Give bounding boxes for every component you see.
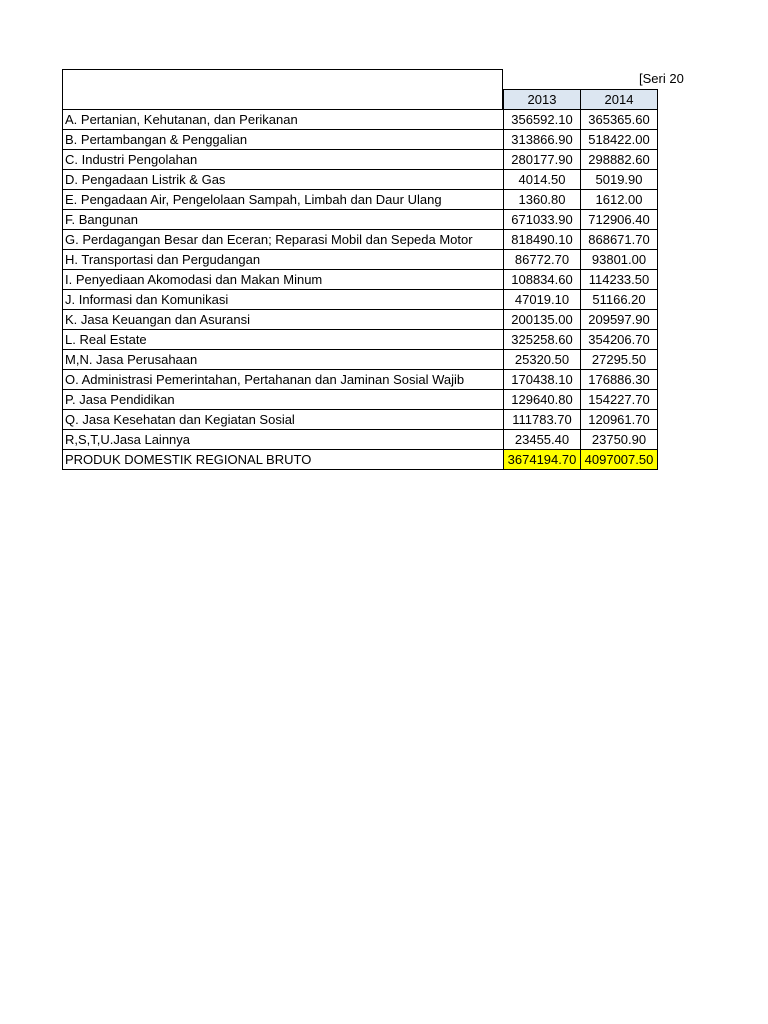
sector-label-cell[interactable]: H. Transportasi dan Pergudangan <box>63 250 504 270</box>
sector-label-cell[interactable]: M,N. Jasa Perusahaan <box>63 350 504 370</box>
table-row <box>63 410 658 430</box>
value-2014-cell[interactable]: 354206.70 <box>581 330 658 350</box>
value-2013-cell[interactable]: 129640.80 <box>504 390 581 410</box>
sector-label-cell[interactable]: A. Pertanian, Kehutanan, dan Perikanan <box>63 110 504 130</box>
sector-label-cell[interactable]: P. Jasa Pendidikan <box>63 390 504 410</box>
blank-header-cell <box>63 90 504 110</box>
sector-label-cell[interactable]: D. Pengadaan Listrik & Gas <box>63 170 504 190</box>
sector-label-cell[interactable]: C. Industri Pengolahan <box>63 150 504 170</box>
sector-label-cell[interactable]: R,S,T,U.Jasa Lainnya <box>63 430 504 450</box>
total-row <box>63 450 658 470</box>
value-2013-cell[interactable]: 356592.10 <box>504 110 581 130</box>
table-row <box>63 370 658 390</box>
year-header-2013[interactable]: 2013 <box>504 90 581 110</box>
value-2014-cell[interactable]: 51166.20 <box>581 290 658 310</box>
sector-label-cell[interactable]: J. Informasi dan Komunikasi <box>63 290 504 310</box>
value-2014-cell[interactable]: 120961.70 <box>581 410 658 430</box>
sector-label-cell[interactable]: G. Perdagangan Besar dan Eceran; Reparasi Mobil dan Sepeda Motor <box>63 230 504 250</box>
value-2014-cell[interactable]: 712906.40 <box>581 210 658 230</box>
value-2013-cell[interactable]: 200135.00 <box>504 310 581 330</box>
value-2014-cell[interactable]: 365365.60 <box>581 110 658 130</box>
pdrb-table <box>62 89 658 470</box>
value-2014-cell[interactable]: 298882.60 <box>581 150 658 170</box>
value-2013-cell[interactable]: 280177.90 <box>504 150 581 170</box>
total-2014-cell[interactable]: 4097007.50 <box>581 450 658 470</box>
total-label-cell[interactable]: PRODUK DOMESTIK REGIONAL BRUTO <box>63 450 504 470</box>
table-row <box>63 130 658 150</box>
table-row <box>63 110 658 130</box>
value-2014-cell[interactable]: 1612.00 <box>581 190 658 210</box>
table-row <box>63 210 658 230</box>
sector-label-cell[interactable]: E. Pengadaan Air, Pengelolaan Sampah, Limbah dan Daur Ulang <box>63 190 504 210</box>
value-2014-cell[interactable]: 209597.90 <box>581 310 658 330</box>
sector-label-cell[interactable]: B. Pertambangan & Penggalian <box>63 130 504 150</box>
sector-label-cell[interactable]: O. Administrasi Pemerintahan, Pertahanan dan Jaminan Sosial Wajib <box>63 370 504 390</box>
value-2013-cell[interactable]: 1360.80 <box>504 190 581 210</box>
value-2014-cell[interactable]: 23750.90 <box>581 430 658 450</box>
sector-label-cell[interactable]: K. Jasa Keuangan dan Asuransi <box>63 310 504 330</box>
value-2014-cell[interactable]: 27295.50 <box>581 350 658 370</box>
value-2013-cell[interactable]: 4014.50 <box>504 170 581 190</box>
table-row <box>63 230 658 250</box>
year-header-row <box>63 90 658 110</box>
year-header-2014[interactable]: 2014 <box>581 90 658 110</box>
value-2014-cell[interactable]: 518422.00 <box>581 130 658 150</box>
sector-label-cell[interactable]: I. Penyediaan Akomodasi dan Makan Minum <box>63 270 504 290</box>
value-2013-cell[interactable]: 23455.40 <box>504 430 581 450</box>
seri-header: [Seri 20 <box>639 71 684 86</box>
value-2013-cell[interactable]: 671033.90 <box>504 210 581 230</box>
value-2013-cell[interactable]: 325258.60 <box>504 330 581 350</box>
table-row <box>63 310 658 330</box>
table-row <box>63 290 658 310</box>
value-2013-cell[interactable]: 47019.10 <box>504 290 581 310</box>
spreadsheet <box>62 69 768 471</box>
sector-label-cell[interactable]: Q. Jasa Kesehatan dan Kegiatan Sosial <box>63 410 504 430</box>
table-row <box>63 430 658 450</box>
table-row <box>63 330 658 350</box>
value-2013-cell[interactable]: 313866.90 <box>504 130 581 150</box>
table-row <box>63 350 658 370</box>
sector-label-cell[interactable]: F. Bangunan <box>63 210 504 230</box>
value-2014-cell[interactable]: 154227.70 <box>581 390 658 410</box>
value-2013-cell[interactable]: 111783.70 <box>504 410 581 430</box>
value-2013-cell[interactable]: 108834.60 <box>504 270 581 290</box>
total-2013-cell[interactable]: 3674194.70 <box>504 450 581 470</box>
table-row <box>63 150 658 170</box>
value-2013-cell[interactable]: 170438.10 <box>504 370 581 390</box>
table-row <box>63 250 658 270</box>
value-2014-cell[interactable]: 93801.00 <box>581 250 658 270</box>
value-2013-cell[interactable]: 818490.10 <box>504 230 581 250</box>
table-row <box>63 270 658 290</box>
value-2014-cell[interactable]: 176886.30 <box>581 370 658 390</box>
sector-label-cell[interactable]: L. Real Estate <box>63 330 504 350</box>
value-2013-cell[interactable]: 86772.70 <box>504 250 581 270</box>
table-row <box>63 170 658 190</box>
value-2014-cell[interactable]: 114233.50 <box>581 270 658 290</box>
table-row <box>63 190 658 210</box>
value-2013-cell[interactable]: 25320.50 <box>504 350 581 370</box>
table-row <box>63 390 658 410</box>
value-2014-cell[interactable]: 868671.70 <box>581 230 658 250</box>
value-2014-cell[interactable]: 5019.90 <box>581 170 658 190</box>
